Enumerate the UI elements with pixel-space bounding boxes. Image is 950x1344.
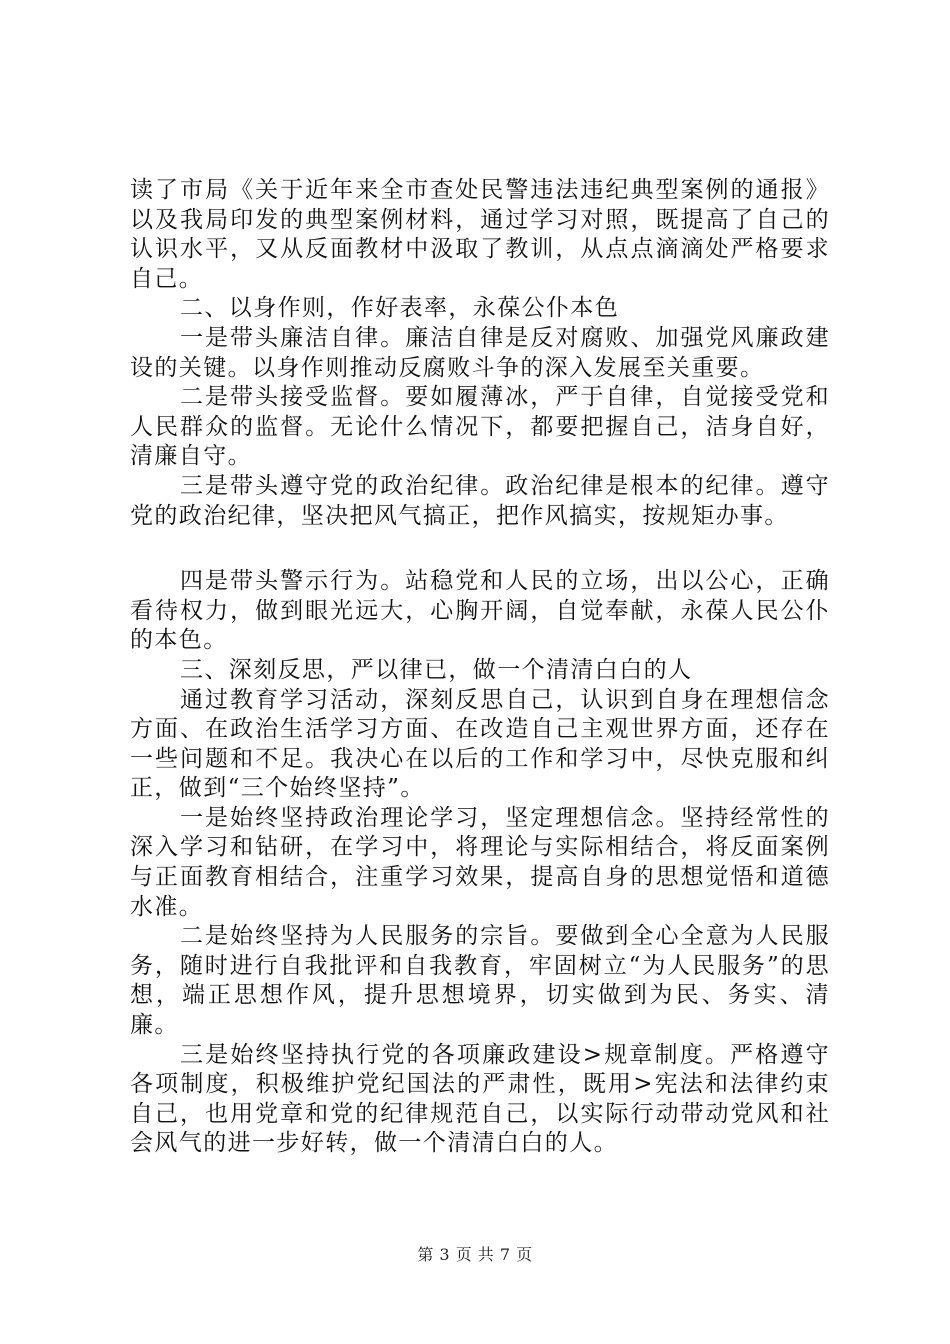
paragraph-supervision: 二是带头接受监督。要如履薄冰，严于自律，自觉接受党和人民群众的监督。无论什么情况下，都要把握自己，洁身自好，清廉自守。 [130,384,830,470]
paragraph-political-discipline: 三是带头遵守党的政治纪律。政治纪律是根本的纪律。遵守党的政治纪律，坚决把风气搞正，把作风搞实，按规矩办事。 [130,472,830,529]
paragraph-regulations: 三是始终坚持执行党的各项廉政建设>规章制度。严格遵守各项制度，积极维护党纪国法的严肃性，既用>宪法和法律约束自己，也用党章和党的纪律规范自己，以实际行动带动党风和社会风气的进一步好转，做一个清清白白的人。 [130,1041,830,1157]
section-heading-three: 三、深刻反思，严以律已，做一个清清白白的人 [180,656,693,683]
paragraph-integrity: 一是带头廉洁自律。廉洁自律是反对腐败、加强党风廉政建设的关键。以身作则推动反腐败斗争的深入发展至关重要。 [130,324,830,381]
paragraph-reflection: 通过教育学习活动，深刻反思自己，认识到自身在理想信念方面、在政治生活学习方面、在改造自己主观世界方面，还存在一些问题和不足。我决心在以后的工作和学习中，尽快克服和纠正，做到“三个始终坚持”。 [130,686,830,802]
page-number: 第 3 页 共 7 页 [417,1245,533,1264]
paragraph-theory-study: 一是始终坚持政治理论学习，坚定理想信念。坚持经常性的深入学习和钻研，在学习中，将理论与实际相结合，将反面案例与正面教育相结合，注重学习效果，提高自身的思想觉悟和道德水准。 [130,804,830,920]
paragraph-continuation: 读了市局《关于近年来全市查处民警违法违纪典型案例的通报》以及我局印发的典型案例材料，通过学习对照，既提高了自己的认识水平，又从反面教材中汲取了教训，从点点滴滴处严格要求自己。 [130,177,830,292]
paragraph-warning: 四是带头警示行为。站稳党和人民的立场，出以公心，正确看待权力，做到眼光远大，心胸开阔，自觉奉献，永葆人民公仆的本色。 [130,568,830,654]
document-body [130,176,830,1159]
section-heading-two: 二、以身作则，作好表率，永葆公仆本色 [180,295,620,322]
paragraph-serve-people: 二是始终坚持为人民服务的宗旨。要做到全心全意为人民服务，随时进行自我批评和自我教育，牢固树立“为人民服务”的思想，端正思想作风，提升思想境界，切实做到为民、务实、清廉。 [130,923,830,1039]
